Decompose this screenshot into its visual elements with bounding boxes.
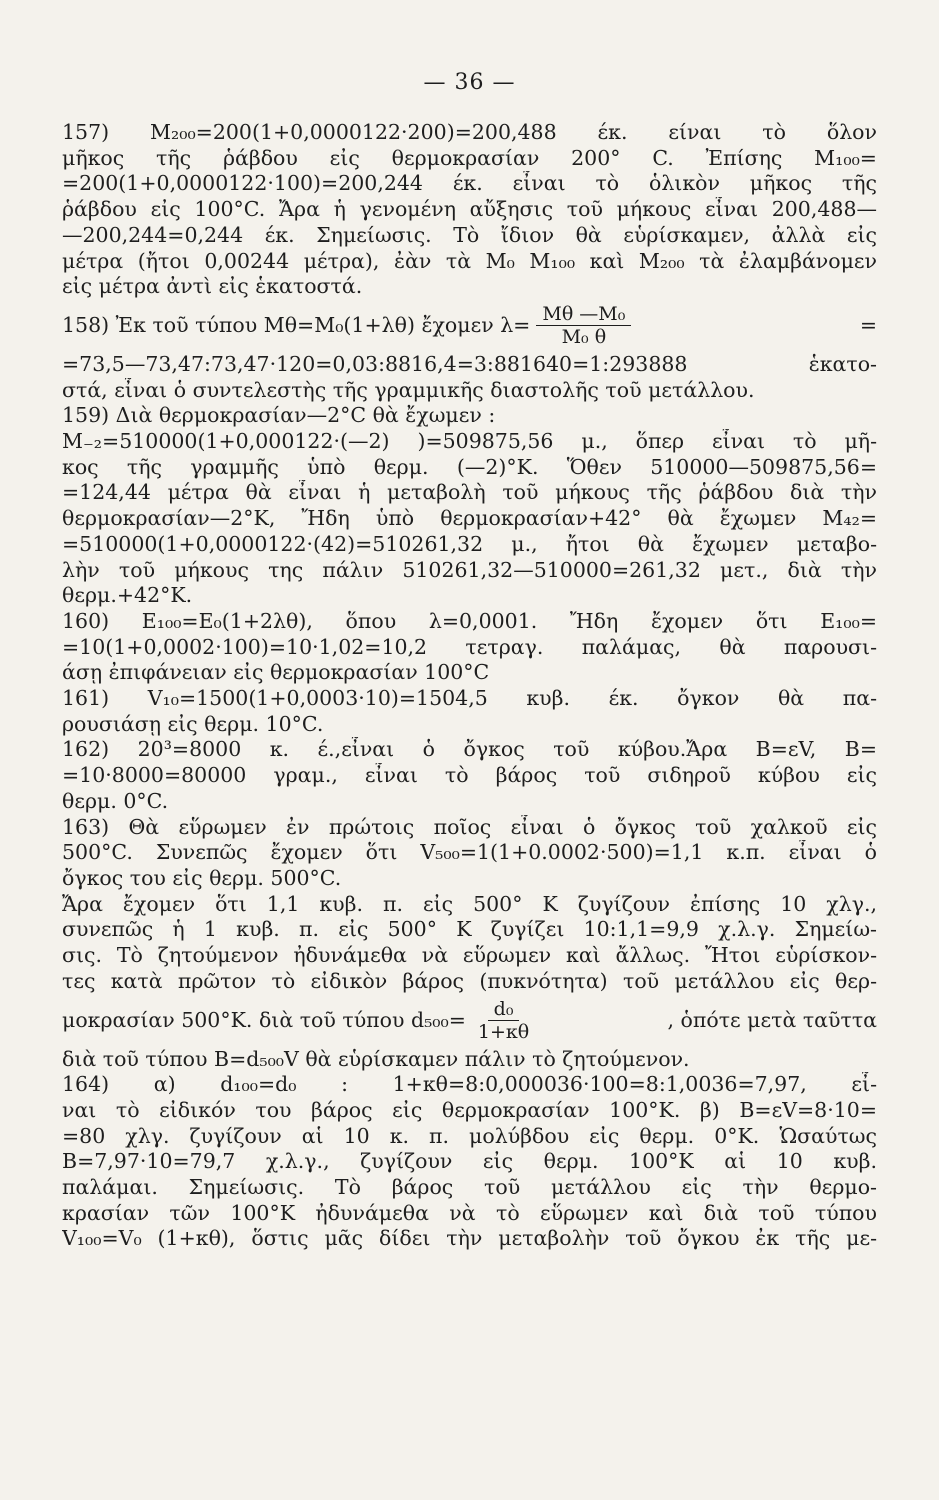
text-line: =510000(1+0,0000122·(42)=510261,32 μ., ἤτοι θὰ ἔχωμεν μεταβο- — [62, 531, 877, 556]
text-line: V₁₀₀=V₀ (1+κθ), ὅστις μᾶς δίδει τὴν μεταβολὴν τοῦ ὄγκου ἐκ τῆς με- — [62, 1226, 877, 1251]
text-line: σις. Τὸ ζητούμενον ἠδυνάμεθα νὰ εὕρωμεν καὶ ἄλλως. Ἤτοι εὑρίσκον- — [62, 943, 877, 968]
text-line: κρασίαν τῶν 100°K ἠδυνάμεθα νὰ τὸ εὕρωμεν καὶ διὰ τοῦ τύπου — [62, 1200, 877, 1225]
text-line: =10·8000=80000 γραμ., εἶναι τὸ βάρος τοῦ σιδηροῦ κύβου εἰς — [62, 763, 877, 788]
formula-line-158 — [62, 300, 877, 352]
text-line: μέτρα (ἤτοι 0,00244 μέτρα), ἐὰν τὰ M₀ M₁₀₀ καὶ M₂₀₀ τὰ ἐλαμβάνομεν — [62, 248, 877, 273]
text-line: εἰς μέτρα ἀντὶ εἰς ἑκατοστά. — [62, 274, 363, 299]
text-line: 161) V₁₀=1500(1+0,0003·10)=1504,5 κυβ. έκ. ὄγκον θὰ πα- — [62, 686, 877, 711]
formula-158-tail: = — [859, 313, 877, 338]
fraction-158 — [536, 303, 631, 348]
text-line: ναι τὸ εἰδικόν του βάρος εἰς θερμοκρασίαν 100°K. β) B=εV=8·10= — [62, 1097, 877, 1122]
fraction-158-denominator: M₀ θ — [561, 326, 607, 349]
text-line: θερμ.+42°K. — [62, 583, 193, 608]
text-line: —200,244=0,244 έκ. Σημείωσις. Τὸ ἴδιον θὰ εὑρίσκαμεν, ἀλλὰ εἰς — [62, 222, 877, 247]
text-line: λὴν τοῦ μήκους της πάλιν 510261,32—510000=261,32 μετ., διὰ τὴν — [62, 557, 877, 582]
text-line: Ἄρα ἔχομεν ὅτι 1,1 κυβ. π. εἰς 500° K ζυγίζουν ἐπίσης 10 χλγ., — [62, 891, 877, 916]
paragraph-block-164 — [62, 1047, 877, 1253]
formula-line-163 — [62, 995, 877, 1047]
page-number: — 36 — — [423, 70, 516, 95]
text-line: κος τῆς γραμμῆς ὑπὸ θερμ. (—2)°K. Ὅθεν 510000—509875,56= — [62, 454, 877, 479]
text-line: ῥάβδου εἰς 100°C. Ἄρα ἡ γενομένη αὔξησις τοῦ μήκους εἶναι 200,488— — [62, 197, 877, 222]
formula-163-lead: μοκρασίαν 500°K. διὰ τοῦ τύπου d₅₀₀= — [62, 1007, 466, 1032]
text-line: ρουσιάσῃ εἰς θερμ. 10°C. — [62, 711, 324, 736]
text-line: =73,5—73,47:73,47·120=0,03:8816,4=3:881640=1:293888 ἑκατο- — [62, 351, 877, 376]
paragraph-block-158-163 — [62, 352, 877, 995]
text-line: =200(1+0,0000122·100)=200,244 έκ. εἶναι τὸ ὁλικὸν μῆκος τῆς — [62, 171, 877, 196]
fraction-163 — [472, 998, 535, 1043]
text-line: μῆκος τῆς ῥάβδου εἰς θερμοκρασίαν 200° C. Ἐπίσης M₁₀₀= — [62, 145, 877, 170]
text-line: συνεπῶς ἡ 1 κυβ. π. εἰς 500° K ζυγίζει 10:1,1=9,9 χ.λ.γ. Σημείω- — [62, 917, 877, 942]
fraction-163-numerator: d₀ — [488, 998, 520, 1021]
formula-163-tail: , ὁπότε μετὰ ταῦττα — [667, 1007, 877, 1032]
text-line: τες κατὰ πρῶτον τὸ εἰδικὸν βάρος (πυκνότητα) τοῦ μετάλλου εἰς θερ- — [62, 968, 877, 993]
text-line: M₋₂=510000(1+0,000122·(—2) )=509875,56 μ., ὅπερ εἶναι τὸ μῆ- — [62, 429, 877, 454]
text-line: 162) 20³=8000 κ. έ.,εἶναι ὁ ὄγκος τοῦ κύβου.Ἄρα B=εV, B= — [62, 737, 877, 762]
text-line: άσῃ ἐπιφάνειαν εἰς θερμοκρασίαν 100°C — [62, 660, 490, 685]
fraction-158-numerator: Mθ —M₀ — [536, 303, 631, 326]
text-line: =124,44 μέτρα θὰ εἶναι ἡ μεταβολὴ τοῦ μήκους τῆς ῥάβδου διὰ τὴν — [62, 480, 877, 505]
text-line: B=7,97·10=79,7 χ.λ.γ., ζυγίζουν εἰς θερμ. 100°K αἱ 10 κυβ. — [62, 1149, 877, 1174]
text-line: ὄγκος του εἰς θερμ. 500°C. — [62, 865, 342, 890]
text-line: 157) M₂₀₀=200(1+0,0000122·200)=200,488 έκ. είναι τὸ ὅλον — [62, 120, 877, 144]
paragraph-block-157 — [62, 120, 877, 300]
text-line: 163) Θὰ εὕρωμεν ἐν πρώτοις ποῖος εἶναι ὁ ὄγκος τοῦ χαλκοῦ εἰς — [62, 814, 877, 839]
text-line: θερμοκρασίαν—2°K, Ἤδη ὑπὸ θερμοκρασίαν+42° θὰ ἔχωμεν M₄₂= — [62, 506, 877, 531]
text-line: θερμ. 0°C. — [62, 788, 169, 813]
text-line: 500°C. Συνεπῶς ἔχομεν ὅτι V₅₀₀=1(1+0.0002·500)=1,1 κ.π. εἶναι ὁ — [62, 840, 877, 865]
body-text — [62, 120, 877, 1252]
text-line: =80 χλγ. ζυγίζουν αἱ 10 κ. π. μολύβδου εἰς θερμ. 0°K. Ὡσαύτως — [62, 1123, 877, 1148]
text-line: 160) E₁₀₀=E₀(1+2λθ), ὅπου λ=0,0001. Ἤδη ἔχομεν ὅτι E₁₀₀= — [62, 608, 877, 633]
text-line: 159) Διὰ θερμοκρασίαν—2°C θὰ ἔχωμεν : — [62, 403, 496, 428]
fraction-163-denominator: 1+κθ — [477, 1021, 530, 1043]
text-line: στά, εἶναι ὁ συντελεστὴς τῆς γραμμικῆς διαστολῆς τοῦ μετάλλου. — [62, 377, 755, 402]
text-line: διὰ τοῦ τύπου B=d₅₀₀V θὰ εὑρίσκαμεν πάλιν τὸ ζητούμενον. — [62, 1046, 690, 1071]
formula-158-lead: 158) Ἐκ τοῦ τύπου Mθ=M₀(1+λθ) ἔχομεν λ= — [62, 313, 531, 338]
text-line: 164) α) d₁₀₀=d₀ : 1+κθ=8:0,000036·100=8:1,0036=7,97, εἶ- — [62, 1072, 877, 1097]
text-line: παλάμαι. Σημείωσις. Τὸ βάρος τοῦ μετάλλου εἰς τὴν θερμο- — [62, 1175, 877, 1200]
text-line: =10(1+0,0002·100)=10·1,02=10,2 τετραγ. παλάμας, θὰ παρουσι- — [62, 634, 877, 659]
